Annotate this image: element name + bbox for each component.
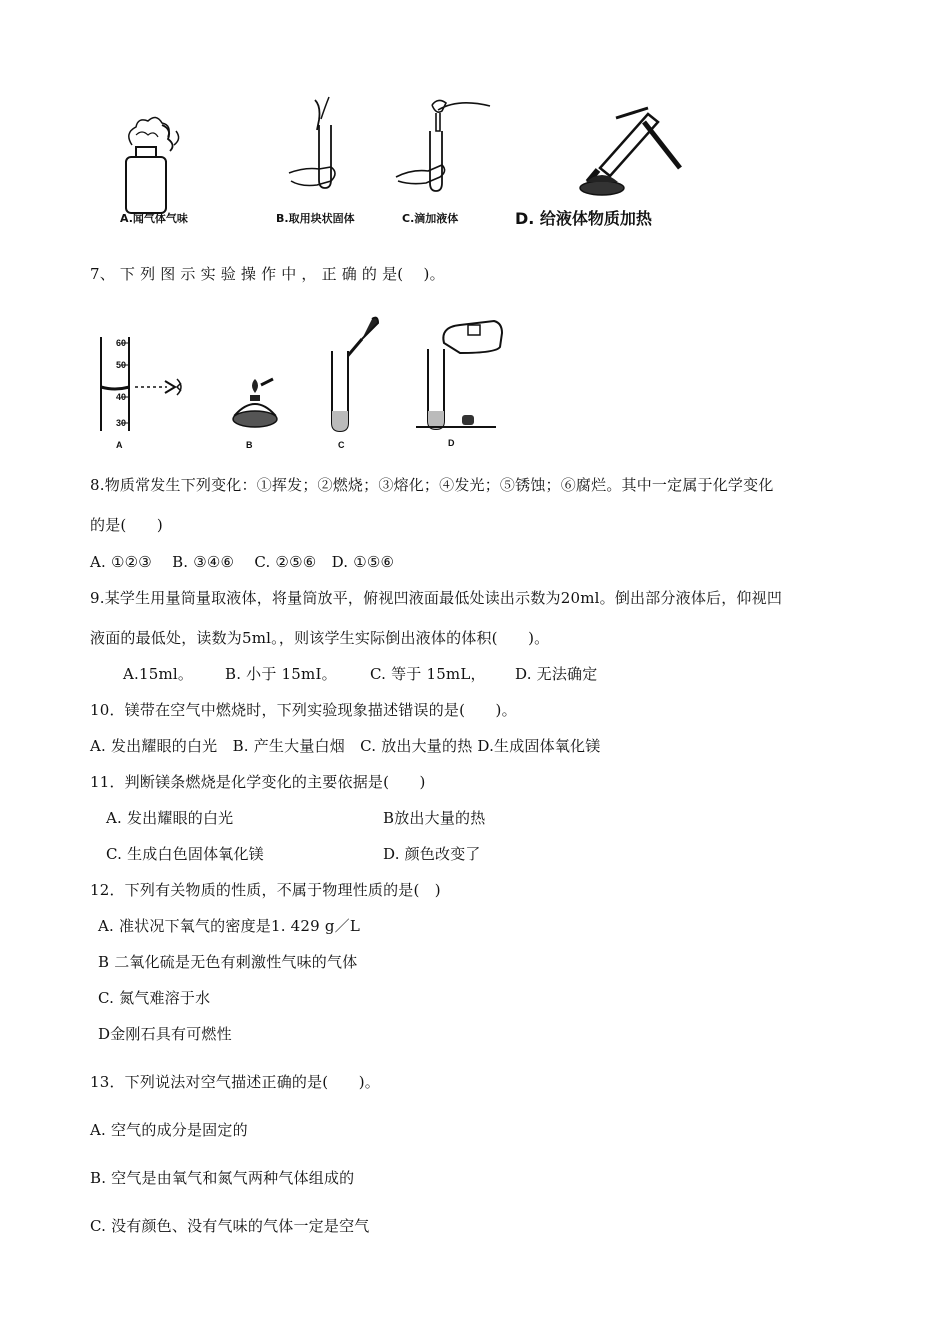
question-12-option-c: C. 氮气难溶于水 [98, 989, 211, 1007]
question-7: 7、 下 列 图 示 实 验 操 作 中 ， 正 确 的 是( )。 [90, 265, 445, 283]
measuring-cylinder-illustration [95, 335, 205, 435]
question-12-stem: 12．下列有关物质的性质，不属于物理性质的是( ) [90, 881, 441, 899]
question-9-stem-2: 液面的最低处，读数为5ml。，则该学生实际倒出液体的体积( )。 [90, 629, 550, 647]
label-c: C [338, 440, 345, 450]
question-9-option-d: D. 无法确定 [515, 665, 598, 683]
question-12-option-b: B 二氧化硫是无色有刺激性气味的气体 [98, 953, 358, 971]
question-13-option-c: C. 没有颜色、没有气味的气体一定是空气 [90, 1217, 370, 1235]
caption-a: A.闻气体气味 [120, 212, 188, 225]
question-9-stem-1: 9.某学生用量筒量取液体，将量筒放平，俯视凹液面最低处读出示数为20ml。倒出部分液体后，仰视凹 [90, 589, 783, 607]
question-11-option-c: C. 生成白色固体氧化镁 [106, 845, 264, 863]
smell-gas-illustration [110, 95, 190, 220]
question-9-option-a: A.15ml。 [123, 665, 194, 683]
question-9-option-b: B. 小于 15mI。 [225, 665, 337, 683]
question-11-option-a: A. 发出耀眼的白光 [106, 809, 234, 827]
heating-liquid-illustration [570, 110, 685, 200]
question-9-option-c: C. 等于 15mL， [370, 665, 486, 683]
question-13-option-a: A. 空气的成分是固定的 [90, 1121, 248, 1139]
alcohol-lamp-illustration [225, 375, 285, 435]
label-a: A [116, 440, 123, 450]
dropping-liquid-illustration [390, 95, 500, 210]
question-13-option-b: B. 空气是由氧气和氮气两种气体组成的 [90, 1169, 355, 1187]
question-11-stem: 11．判断镁条燃烧是化学变化的主要依据是( ) [90, 773, 426, 791]
caption-c: C.滴加液体 [402, 212, 459, 225]
label-d: D [448, 438, 455, 448]
tick-40: 40 [116, 392, 127, 402]
test-tube-dropper-illustration [320, 315, 380, 435]
question-10-options: A. 发出耀眼的白光 B. 产生大量白烟 C. 放出大量的热 D.生成固体氧化镁 [90, 737, 601, 755]
label-b: B [246, 440, 253, 450]
question-8-stem-2: 的是( ) [90, 516, 163, 534]
caption-d: D. 给液体物质加热 [515, 209, 652, 228]
solid-taking-illustration [285, 95, 355, 210]
question-11-option-d: D. 颜色改变了 [383, 845, 481, 863]
question-8-options: A. ①②③ B. ③④⑥ C. ②⑤⑥ D. ①⑤⑥ [90, 553, 395, 571]
caption-b: B.取用块状固体 [276, 212, 355, 225]
question-11-option-b: B放出大量的热 [383, 809, 486, 827]
tick-30: 30 [116, 418, 127, 428]
question-10-stem: 10．镁带在空气中燃烧时，下列实验现象描述错误的是( )。 [90, 701, 517, 719]
tick-50: 50 [116, 360, 127, 370]
question-13-stem: 13．下列说法对空气描述正确的是( )。 [90, 1073, 380, 1091]
question-12-option-a: A. 准状况下氧气的密度是1. 429 g／L [98, 917, 361, 935]
question-12-option-d: D金刚石具有可燃性 [98, 1025, 232, 1043]
tick-60: 60 [116, 338, 127, 348]
question-8-stem-1: 8.物质常发生下列变化：①挥发；②燃烧；③熔化；④发光；⑤锈蚀；⑥腐烂。其中一定属于化学变化 [90, 476, 774, 494]
pouring-liquid-illustration [410, 315, 510, 435]
